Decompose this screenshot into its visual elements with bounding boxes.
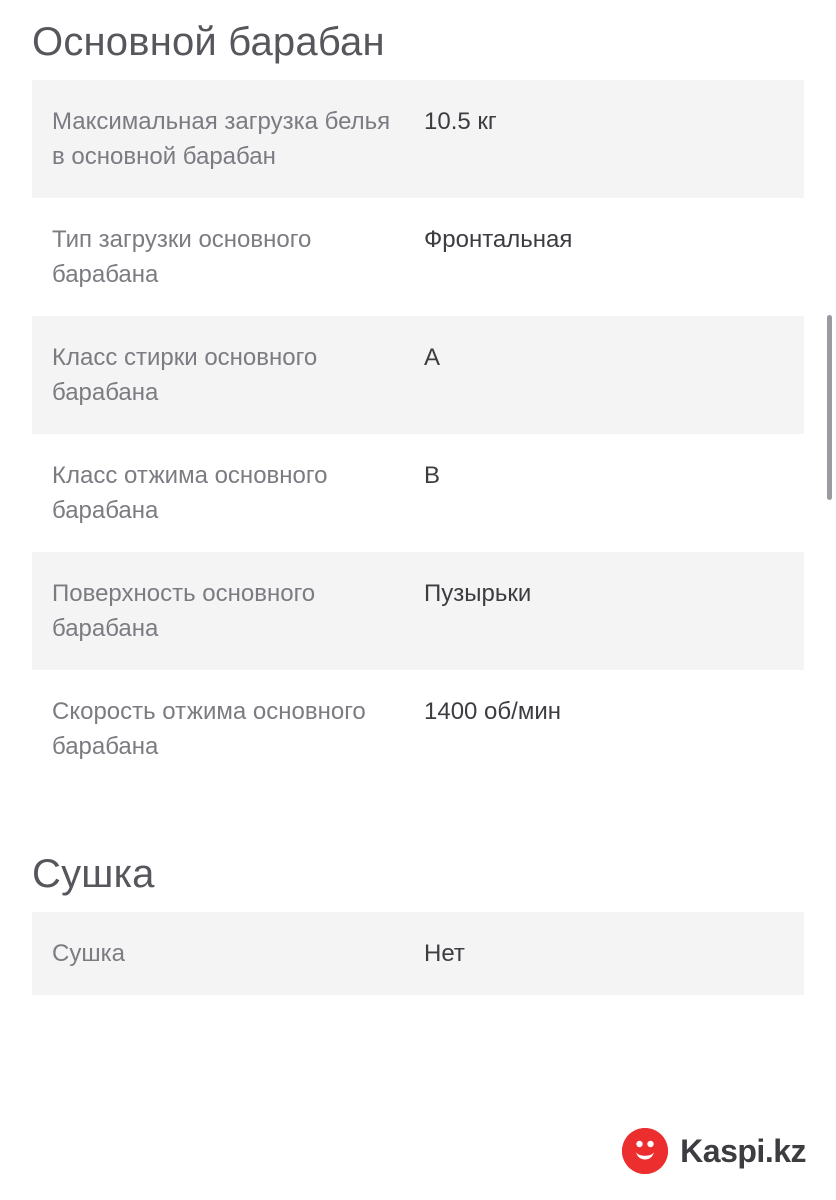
spec-row	[32, 316, 804, 434]
spec-value: A	[424, 344, 441, 371]
spec-label: Поверхность основного барабана	[52, 580, 316, 642]
spec-value: Нет	[424, 940, 465, 967]
spec-value: Фронтальная	[424, 226, 573, 253]
spec-row	[32, 198, 804, 316]
section-title-main-drum: Основной барабан	[32, 20, 385, 64]
spec-label: Скорость отжима основного барабана	[52, 698, 366, 760]
scrollbar-track[interactable]	[827, 0, 832, 1200]
spec-label: Сушка	[52, 940, 125, 967]
kaspi-logo-icon	[622, 1128, 668, 1174]
spec-row	[32, 80, 804, 198]
scrollbar-thumb[interactable]	[827, 315, 832, 500]
spec-value: B	[424, 462, 441, 489]
spec-value: 1400 об/мин	[424, 698, 561, 725]
spec-row	[32, 912, 804, 995]
spec-table-drying	[32, 912, 804, 995]
kaspi-watermark-text: Kaspi.kz	[680, 1132, 806, 1169]
spec-table-main-drum	[32, 80, 804, 788]
section-title-drying: Сушка	[32, 852, 155, 896]
spec-row	[32, 670, 804, 788]
spec-value: Пузырьки	[424, 580, 532, 607]
spec-value: 10.5 кг	[424, 108, 497, 135]
spec-row	[32, 434, 804, 552]
spec-label: Класс стирки основного барабана	[52, 344, 318, 406]
kaspi-watermark	[622, 1128, 806, 1174]
spec-label: Максимальная загрузка белья в основной барабан	[52, 108, 391, 170]
spec-row	[32, 552, 804, 670]
spec-label: Тип загрузки основного барабана	[52, 226, 312, 288]
section-gap	[32, 788, 804, 832]
spec-label: Класс отжима основного барабана	[52, 462, 328, 524]
